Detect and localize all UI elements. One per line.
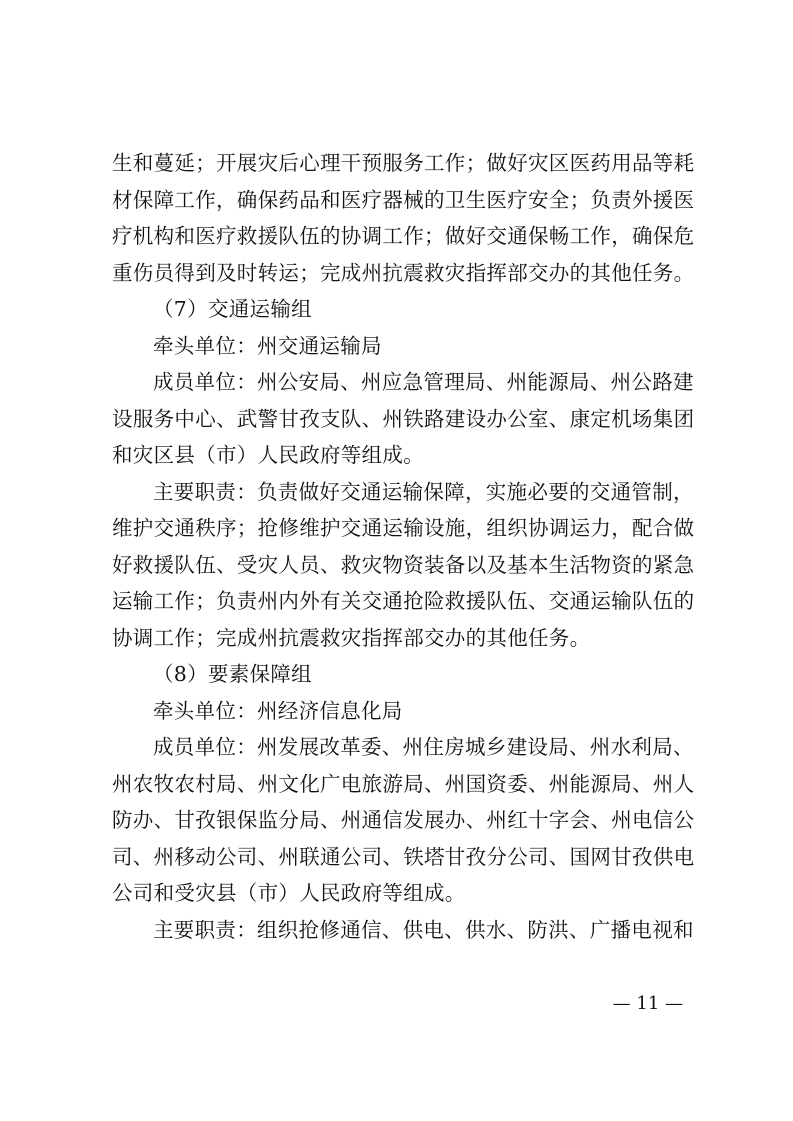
text-line: 防办、甘孜银保监分局、州通信发展办、州红十字会、州电信公 — [112, 808, 695, 832]
text-line: 生和蔓延；开展灾后心理干预服务工作；做好灾区医药用品等耗 — [112, 151, 695, 175]
text-line: 设服务中心、武警甘孜支队、州铁路建设办公室、康定机场集团 — [112, 406, 695, 431]
text-line: （8）要素保障组 — [153, 662, 312, 686]
text-line: 成员单位：州公安局、州应急管理局、州能源局、州公路建 — [153, 370, 694, 394]
text-line: 和灾区县（市）人民政府等组成。 — [112, 443, 424, 467]
text-line: （7）交通运输组 — [153, 297, 312, 321]
text-line: 公司和受灾县（市）人民政府等组成。 — [112, 881, 466, 905]
text-line: 好救援队伍、受灾人员、救灾物资装备以及基本生活物资的紧急 — [112, 552, 695, 577]
text-line: 主要职责：组织抢修通信、供电、供水、防洪、广播电视和 — [153, 917, 694, 942]
text-line: 重伤员得到及时转运；完成州抗震救灾指挥部交办的其他任务。 — [112, 260, 695, 285]
page-number: — 11 — — [612, 993, 683, 1014]
text-line: 牵头单位：州交通运输局 — [153, 333, 382, 358]
text-line: 司、州移动公司、州联通公司、铁塔甘孜分公司、国网甘孜供电 — [112, 844, 695, 869]
text-line: 材保障工作，确保药品和医疗器械的卫生医疗安全；负责外援医 — [112, 187, 695, 212]
text-line: 维护交通秩序；抢修维护交通运输设施，组织协调运力，配合做 — [112, 516, 695, 540]
text-line: 运输工作；负责州内外有关交通抢险救援队伍、交通运输队伍的 — [112, 589, 695, 613]
text-line: 州农牧农村局、州文化广电旅游局、州国资委、州能源局、州人 — [112, 771, 695, 796]
text-line: 协调工作；完成州抗震救灾指挥部交办的其他任务。 — [112, 625, 591, 650]
text-line: 疗机构和医疗救援队伍的协调工作；做好交通保畅工作，确保危 — [112, 224, 695, 248]
text-line: 成员单位：州发展改革委、州住房城乡建设局、州水利局、 — [153, 735, 694, 759]
text-line: 主要职责：负责做好交通运输保障，实施必要的交通管制， — [153, 479, 694, 504]
document-body — [112, 145, 695, 948]
text-line: 牵头单位：州经济信息化局 — [153, 698, 403, 723]
